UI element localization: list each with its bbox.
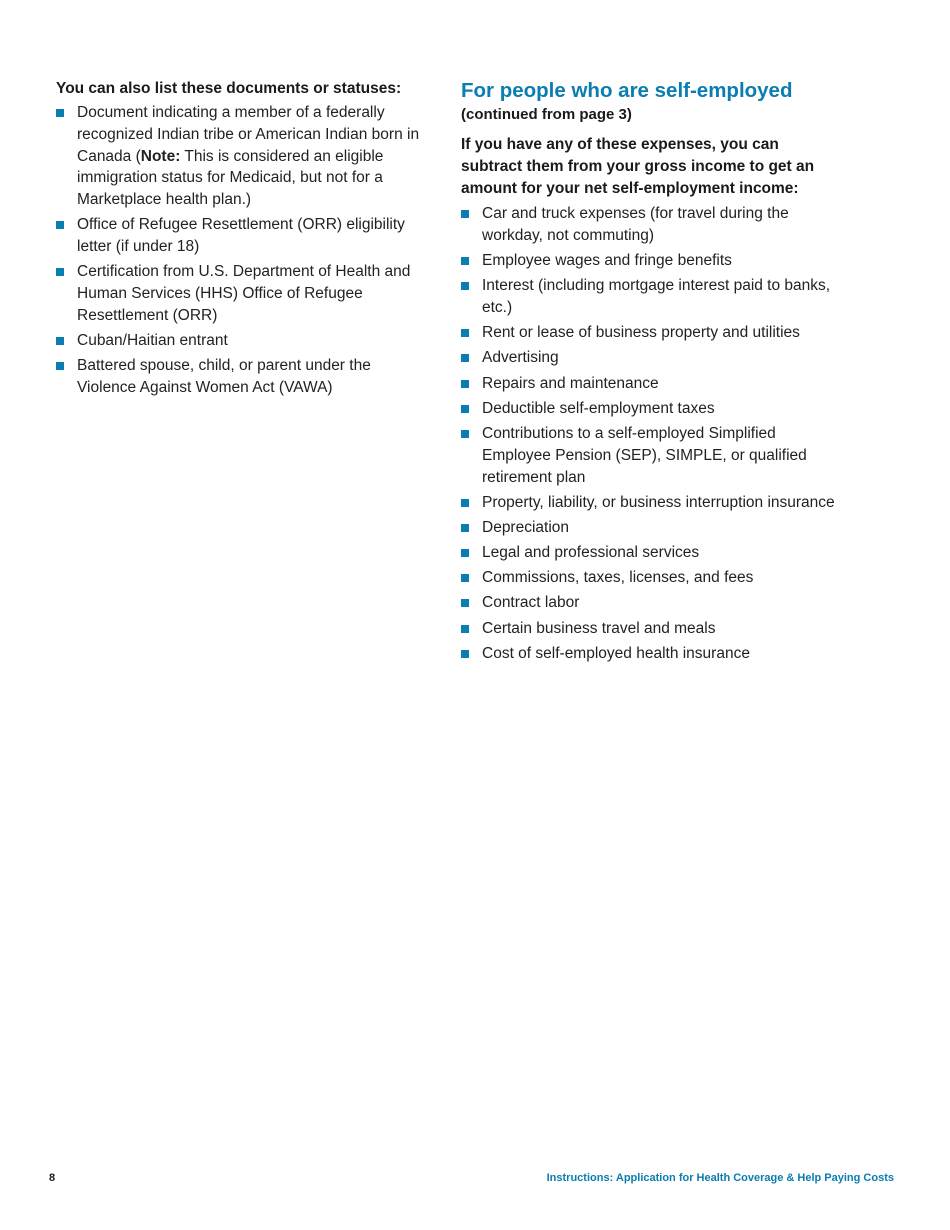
list-item-text: Commissions, taxes, licenses, and fees xyxy=(482,569,754,587)
list-item xyxy=(461,203,841,247)
list-item xyxy=(461,592,841,614)
list-item-text: Contract labor xyxy=(482,594,580,612)
square-bullet-icon xyxy=(461,625,469,633)
list-item-text: Battered spouse, child, or parent under the Violence Against Women Act (VAWA) xyxy=(77,357,371,397)
list-item-text: Advertising xyxy=(482,349,559,367)
list-item xyxy=(461,275,841,319)
square-bullet-icon xyxy=(461,524,469,532)
list-item-text: Property, liability, or business interruption insurance xyxy=(482,493,835,511)
list-item xyxy=(461,322,841,344)
list-item-text: Car and truck expenses (for travel during the workday, not commuting) xyxy=(482,205,789,244)
list-item xyxy=(461,347,841,369)
list-item xyxy=(56,261,428,326)
footer-document-title: Instructions: Application for Health Coverage & Help Paying Costs xyxy=(546,1172,894,1184)
section-subtitle: (continued from page 3) xyxy=(461,106,632,123)
square-bullet-icon xyxy=(461,329,469,337)
list-item xyxy=(461,618,841,640)
list-item xyxy=(461,542,841,564)
square-bullet-icon xyxy=(56,109,64,117)
list-item xyxy=(461,643,841,665)
square-bullet-icon xyxy=(461,549,469,557)
list-item-text: Repairs and maintenance xyxy=(482,374,659,392)
list-item xyxy=(56,102,428,211)
list-item-text: Document indicating a member of a federally recognized Indian tribe or American Indian born in Canada ( xyxy=(77,104,420,165)
right-column xyxy=(461,78,841,668)
page-number: 8 xyxy=(49,1172,56,1184)
expenses-list xyxy=(461,203,841,665)
list-item-text: Cost of self-employed health insurance xyxy=(482,644,750,662)
list-item xyxy=(56,214,428,258)
square-bullet-icon xyxy=(461,257,469,265)
list-item-text: Rent or lease of business property and utilities xyxy=(482,324,800,342)
documents-list xyxy=(56,102,428,399)
square-bullet-icon xyxy=(56,362,64,370)
list-item xyxy=(461,492,841,514)
expenses-intro: If you have any of these expenses, you can subtract them from your gross income to get an amount for your net self-employment income: xyxy=(461,136,815,197)
square-bullet-icon xyxy=(461,380,469,388)
square-bullet-icon xyxy=(461,210,469,218)
left-column xyxy=(56,78,428,402)
list-item xyxy=(461,373,841,395)
section-title: For people who are self-employed xyxy=(461,79,793,102)
list-item-text: Deductible self-employment taxes xyxy=(482,399,715,417)
square-bullet-icon xyxy=(461,430,469,438)
square-bullet-icon xyxy=(461,499,469,507)
list-item xyxy=(461,567,841,589)
list-item-text: Legal and professional services xyxy=(482,544,700,562)
square-bullet-icon xyxy=(461,574,469,582)
list-item xyxy=(56,330,428,352)
list-item-text: This is considered an eligible immigration status for Medicaid, but not for a Marketplace health plan.) xyxy=(77,147,384,209)
documents-heading: You can also list these documents or statuses: xyxy=(56,80,402,97)
list-item-text: Certification from U.S. Department of Health and Human Services (HHS) Office of Refugee Resettlement (ORR) xyxy=(77,263,411,324)
square-bullet-icon xyxy=(461,282,469,290)
list-item-text: Certain business travel and meals xyxy=(482,619,716,637)
square-bullet-icon xyxy=(56,221,64,229)
list-item-text: Contributions to a self-employed Simplified Employee Pension (SEP), SIMPLE, or qualified retirement plan xyxy=(482,424,807,486)
list-item xyxy=(461,517,841,539)
square-bullet-icon xyxy=(461,599,469,607)
square-bullet-icon xyxy=(461,405,469,413)
note-label: Note: xyxy=(140,147,181,165)
list-item-text: Employee wages and fringe benefits xyxy=(482,251,732,269)
list-item-text: Cuban/Haitian entrant xyxy=(77,332,228,350)
list-item xyxy=(461,423,841,488)
list-item xyxy=(461,250,841,272)
square-bullet-icon xyxy=(56,268,64,276)
square-bullet-icon xyxy=(461,354,469,362)
square-bullet-icon xyxy=(56,337,64,345)
list-item xyxy=(461,398,841,420)
list-item-text: Depreciation xyxy=(482,518,570,536)
list-item xyxy=(56,355,428,399)
list-item-text: Interest (including mortgage interest paid to banks, etc.) xyxy=(482,277,831,316)
square-bullet-icon xyxy=(461,650,469,658)
list-item-text: Office of Refugee Resettlement (ORR) eligibility letter (if under 18) xyxy=(77,216,405,256)
